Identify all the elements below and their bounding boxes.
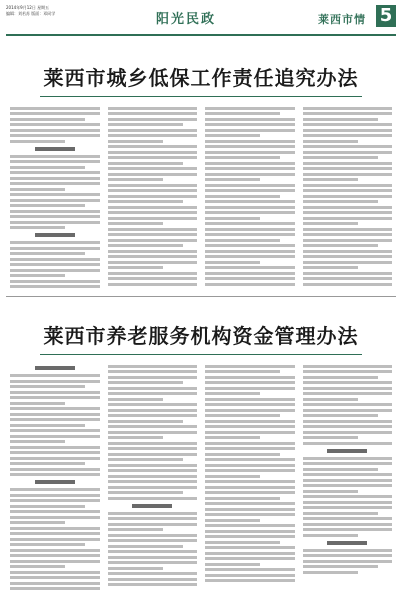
column-title: 阳光民政 [156, 12, 217, 27]
article2-body [10, 362, 392, 594]
issue-date: 2014年9月12日 星期五 编辑：刘若苏 版面：邓同学 [6, 5, 56, 16]
header-rule [6, 34, 396, 36]
article1-column-1 [10, 104, 100, 290]
section-divider [6, 296, 396, 297]
article2-column-4 [303, 362, 393, 594]
page-header [6, 3, 396, 33]
article1-column-2 [108, 104, 198, 290]
article2-column-2 [108, 362, 198, 594]
page-number: 5 [376, 5, 396, 27]
article1-headline-rule [40, 96, 362, 97]
article1-column-3 [205, 104, 295, 290]
article2-headline: 莱西市养老服务机构资金管理办法 [43, 324, 359, 348]
article2-headline-rule [40, 354, 362, 355]
section-title: 莱西市情 [318, 13, 366, 26]
article2-column-3 [205, 362, 295, 594]
article2-column-1 [10, 362, 100, 594]
article1-column-4 [303, 104, 393, 290]
article1-headline: 莱西市城乡低保工作责任追究办法 [43, 66, 359, 90]
article1-body [10, 104, 392, 290]
